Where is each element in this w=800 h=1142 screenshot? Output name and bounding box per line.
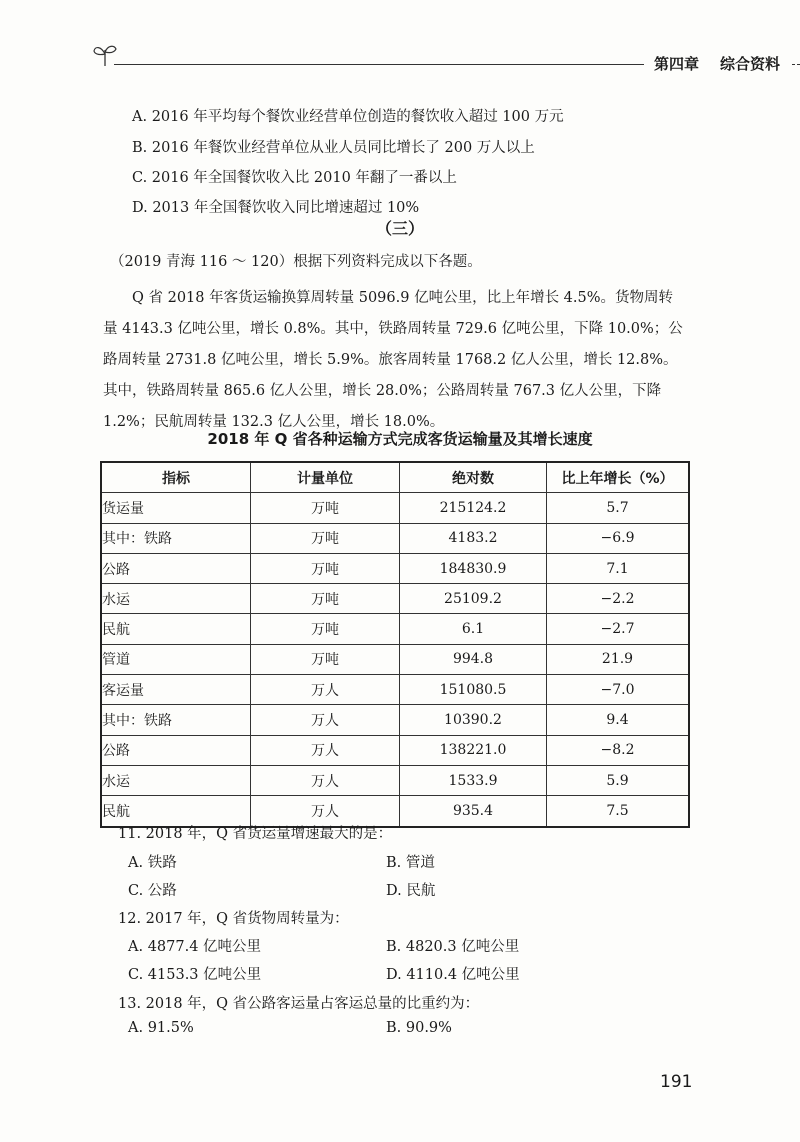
unit-cell: 万人 bbox=[251, 796, 400, 827]
q11-option-c: C. 公路 bbox=[128, 883, 177, 899]
table-row bbox=[101, 493, 689, 523]
value-cell: 1533.9 bbox=[400, 765, 547, 795]
page-number: 191 bbox=[660, 1072, 693, 1092]
table-row bbox=[101, 675, 689, 705]
indicator-cell: 公路 bbox=[101, 735, 251, 765]
table-row bbox=[101, 584, 689, 614]
value-cell: 151080.5 bbox=[400, 675, 547, 705]
paragraph-line: Q 省 2018 年客货运输换算周转量 5096.9 亿吨公里，比上年增长 4.5%。货物周转 bbox=[132, 290, 674, 306]
value-cell: 4183.2 bbox=[400, 523, 547, 553]
value-cell: 215124.2 bbox=[400, 493, 547, 523]
table-header-row bbox=[101, 462, 689, 493]
table-caption: 2018 年 Q 省各种运输方式完成客货运输量及其增长速度 bbox=[207, 430, 593, 448]
indicator-cell: 水运 bbox=[101, 765, 251, 795]
paragraph-line: 1.2%；民航周转量 132.3 亿人公里，增长 18.0%。 bbox=[103, 414, 445, 430]
unit-cell: 万吨 bbox=[251, 584, 400, 614]
section-intro: （2019 青海 116 ～ 120）根据下列资料完成以下各题。 bbox=[110, 254, 482, 270]
value-cell: 184830.9 bbox=[400, 553, 547, 583]
table-row bbox=[101, 553, 689, 583]
growth-cell: 7.1 bbox=[547, 553, 690, 583]
chapter-title: 综合资料 bbox=[720, 55, 781, 73]
q12-option-a: A. 4877.4 亿吨公里 bbox=[128, 939, 262, 955]
prev-option-d: D. 2013 年全国餐饮收入同比增速超过 10% bbox=[132, 200, 420, 216]
indicator-cell: 民航 bbox=[101, 796, 251, 827]
transport-table bbox=[100, 461, 690, 828]
indicator-cell: 其中：铁路 bbox=[101, 523, 251, 553]
growth-cell: −2.7 bbox=[547, 614, 690, 644]
unit-cell: 万人 bbox=[251, 705, 400, 735]
indicator-cell: 客运量 bbox=[101, 675, 251, 705]
q11-option-a: A. 铁路 bbox=[128, 855, 177, 871]
table-row bbox=[101, 644, 689, 674]
q12-option-c: C. 4153.3 亿吨公里 bbox=[128, 967, 262, 983]
paragraph-line: 其中，铁路周转量 865.6 亿人公里，增长 28.0%；公路周转量 767.3 亿人公里，下降 bbox=[103, 383, 662, 399]
question-13: 13. 2018 年，Q 省公路客运量占客运总量的比重约为： bbox=[118, 996, 480, 1012]
unit-cell: 万人 bbox=[251, 765, 400, 795]
column-header: 指标 bbox=[101, 462, 251, 493]
q12-option-d: D. 4110.4 亿吨公里 bbox=[386, 967, 520, 983]
unit-cell: 万吨 bbox=[251, 553, 400, 583]
prev-option-b: B. 2016 年餐饮业经营单位从业人员同比增长了 200 万人以上 bbox=[132, 140, 535, 156]
table-row bbox=[101, 523, 689, 553]
growth-cell: −7.0 bbox=[547, 675, 690, 705]
table-row bbox=[101, 614, 689, 644]
paragraph-line: 路周转量 2731.8 亿吨公里，增长 5.9%。旅客周转量 1768.2 亿人公里，增长 12.8%。 bbox=[103, 352, 678, 368]
q13-option-a: A. 91.5% bbox=[128, 1020, 194, 1036]
table-row bbox=[101, 765, 689, 795]
indicator-cell: 其中：铁路 bbox=[101, 705, 251, 735]
indicator-cell: 水运 bbox=[101, 584, 251, 614]
column-header: 计量单位 bbox=[251, 462, 400, 493]
value-cell: 6.1 bbox=[400, 614, 547, 644]
section-title: （三） bbox=[375, 219, 424, 238]
q12-option-b: B. 4820.3 亿吨公里 bbox=[386, 939, 520, 955]
table-row bbox=[101, 705, 689, 735]
column-header: 比上年增长（%） bbox=[547, 462, 690, 493]
indicator-cell: 公路 bbox=[101, 553, 251, 583]
unit-cell: 万吨 bbox=[251, 493, 400, 523]
q11-option-b: B. 管道 bbox=[386, 855, 435, 871]
value-cell: 10390.2 bbox=[400, 705, 547, 735]
paragraph-line: 量 4143.3 亿吨公里，增长 0.8%。其中，铁路周转量 729.6 亿吨公里，下降 10.0%；公 bbox=[103, 321, 683, 337]
column-header: 绝对数 bbox=[400, 462, 547, 493]
value-cell: 935.4 bbox=[400, 796, 547, 827]
growth-cell: −6.9 bbox=[547, 523, 690, 553]
prev-option-c: C. 2016 年全国餐饮收入比 2010 年翻了一番以上 bbox=[132, 170, 457, 186]
growth-cell: −2.2 bbox=[547, 584, 690, 614]
growth-cell: −8.2 bbox=[547, 735, 690, 765]
unit-cell: 万人 bbox=[251, 675, 400, 705]
indicator-cell: 民航 bbox=[101, 614, 251, 644]
growth-cell: 21.9 bbox=[547, 644, 690, 674]
material-paragraph bbox=[103, 283, 688, 438]
unit-cell: 万吨 bbox=[251, 644, 400, 674]
unit-cell: 万人 bbox=[251, 735, 400, 765]
prev-option-a: A. 2016 年平均每个餐饮业经营单位创造的餐饮收入超过 100 万元 bbox=[132, 109, 564, 125]
growth-cell: 7.5 bbox=[547, 796, 690, 827]
growth-cell: 5.7 bbox=[547, 493, 690, 523]
growth-cell: 5.9 bbox=[547, 765, 690, 795]
value-cell: 994.8 bbox=[400, 644, 547, 674]
question-11: 11. 2018 年，Q 省货运量增速最大的是： bbox=[118, 826, 393, 842]
q13-option-b: B. 90.9% bbox=[386, 1020, 452, 1036]
indicator-cell: 货运量 bbox=[101, 493, 251, 523]
table-row bbox=[101, 735, 689, 765]
indicator-cell: 管道 bbox=[101, 644, 251, 674]
header-rule-right bbox=[792, 64, 800, 65]
running-header bbox=[92, 38, 800, 78]
chapter-label: 第四章 bbox=[654, 55, 700, 73]
question-12: 12. 2017 年，Q 省货物周转量为： bbox=[118, 911, 349, 927]
growth-cell: 9.4 bbox=[547, 705, 690, 735]
value-cell: 25109.2 bbox=[400, 584, 547, 614]
q11-option-d: D. 民航 bbox=[386, 883, 436, 899]
unit-cell: 万吨 bbox=[251, 614, 400, 644]
header-rule bbox=[114, 64, 644, 65]
unit-cell: 万吨 bbox=[251, 523, 400, 553]
value-cell: 138221.0 bbox=[400, 735, 547, 765]
